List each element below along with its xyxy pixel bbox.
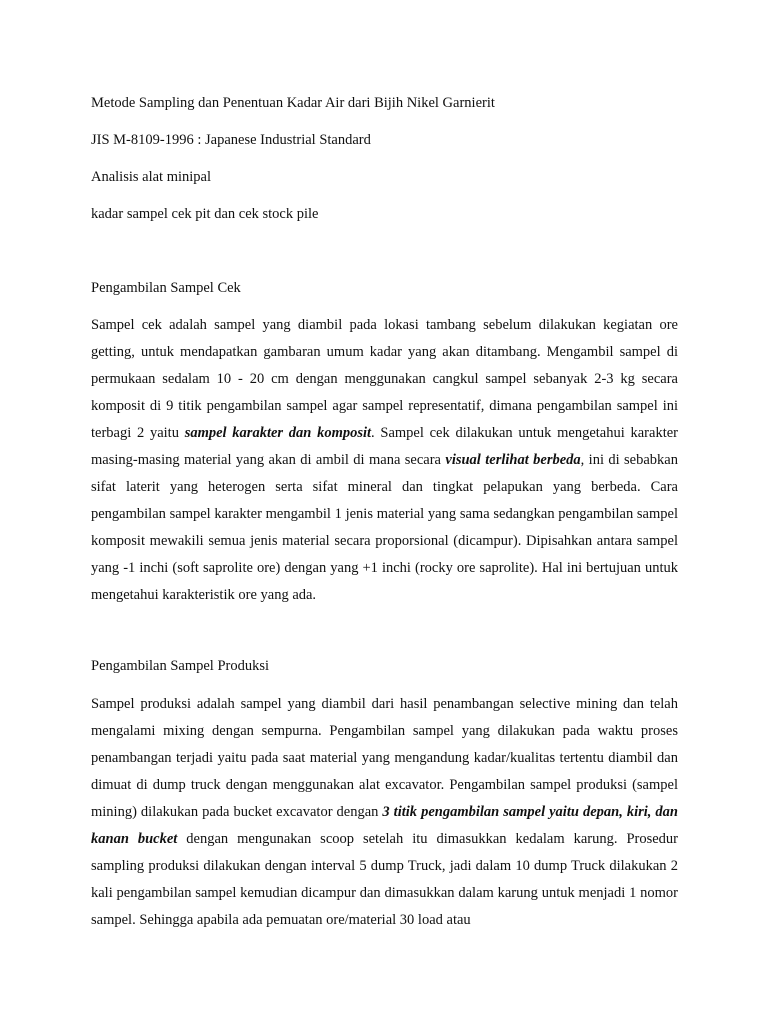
paragraph-sampel-produksi [91,691,678,934]
paragraph-text: Sampel cek adalah sampel yang diambil pada lokasi tambang sebelum dilakukan kegiatan ore getting, untuk mendapatkan gambaran umum kadar yang akan ditambang. Mengambil sampel di permukaan sedalam 10 - 20 cm dengan menggunakan cangkul sampel sebanyak 2-3 kg secara komposit di 9 titik pengambilan sampel agar sampel representatif, dimana pengambilan sampel ini terbagi 2 yaitu [91,317,678,441]
paragraph-sampel-cek [91,312,678,609]
emphasis-text: 3 titik pengambilan sampel yaitu depan, kiri, dan kanan bucket [91,804,678,847]
paragraph-text: Sampel produksi adalah sampel yang diambil dari hasil penambangan selective mining dan telah mengalami mixing dengan sempurna. Pengambilan sampel yang dilakukan pada waktu proses penambangan terjadi yaitu pada saat material yang mengandung kadar/kualitas tertentu diambil dan dimuat di dump truck dengan menggunakan alat excavator. Pengambilan sampel produksi (sampel mining) dilakukan pada bucket excavator dengan [91,696,678,820]
standard-reference: JIS M-8109-1996 : Japanese Industrial Standard [91,132,371,148]
paragraph-text: dengan mengunakan scoop setelah itu dimasukkan kedalam karung. Prosedur sampling produksi dilakukan dengan interval 5 dump Truck, jadi dalam 10 dump Truck dilakukan 2 kali pengambilan sampel kemudian dicampur dan dimasukkan dalam karung untuk menjadi 1 nomor sampel. Sehingga apabila ada pemuatan ore/material 30 load atau [91,831,678,928]
sample-note: kadar sampel cek pit dan cek stock pile [91,206,319,222]
analysis-note: Analisis alat minipal [91,169,212,185]
paragraph-text: . Sampel cek dilakukan untuk mengetahui karakter masing-masing material yang akan di ambil di mana secara [91,425,678,468]
section-heading-sampel-produksi: Pengambilan Sampel Produksi [91,658,270,674]
emphasis-text: sampel karakter dan komposit [184,425,372,441]
section-heading-sampel-cek: Pengambilan Sampel Cek [91,280,241,296]
emphasis-text: visual terlihat berbeda [445,452,581,468]
document-title: Metode Sampling dan Penentuan Kadar Air dari Bijih Nikel Garnierit [91,95,495,111]
paragraph-text: , ini di sebabkan sifat laterit yang heterogen serta sifat mineral dan tingkat pelapukan yang berbeda. Cara pengambilan sampel karakter mengambil 1 jenis material yang sama sedangkan pengambilan sampel komposit mewakili semua jenis material secara proporsional (dicampur). Dipisahkan antara sampel yang -1 inchi (soft saprolite ore) dengan yang +1 inchi (rocky ore saprolite). Hal ini bertujuan untuk mengetahui karakteristik ore yang ada. [91,452,678,603]
